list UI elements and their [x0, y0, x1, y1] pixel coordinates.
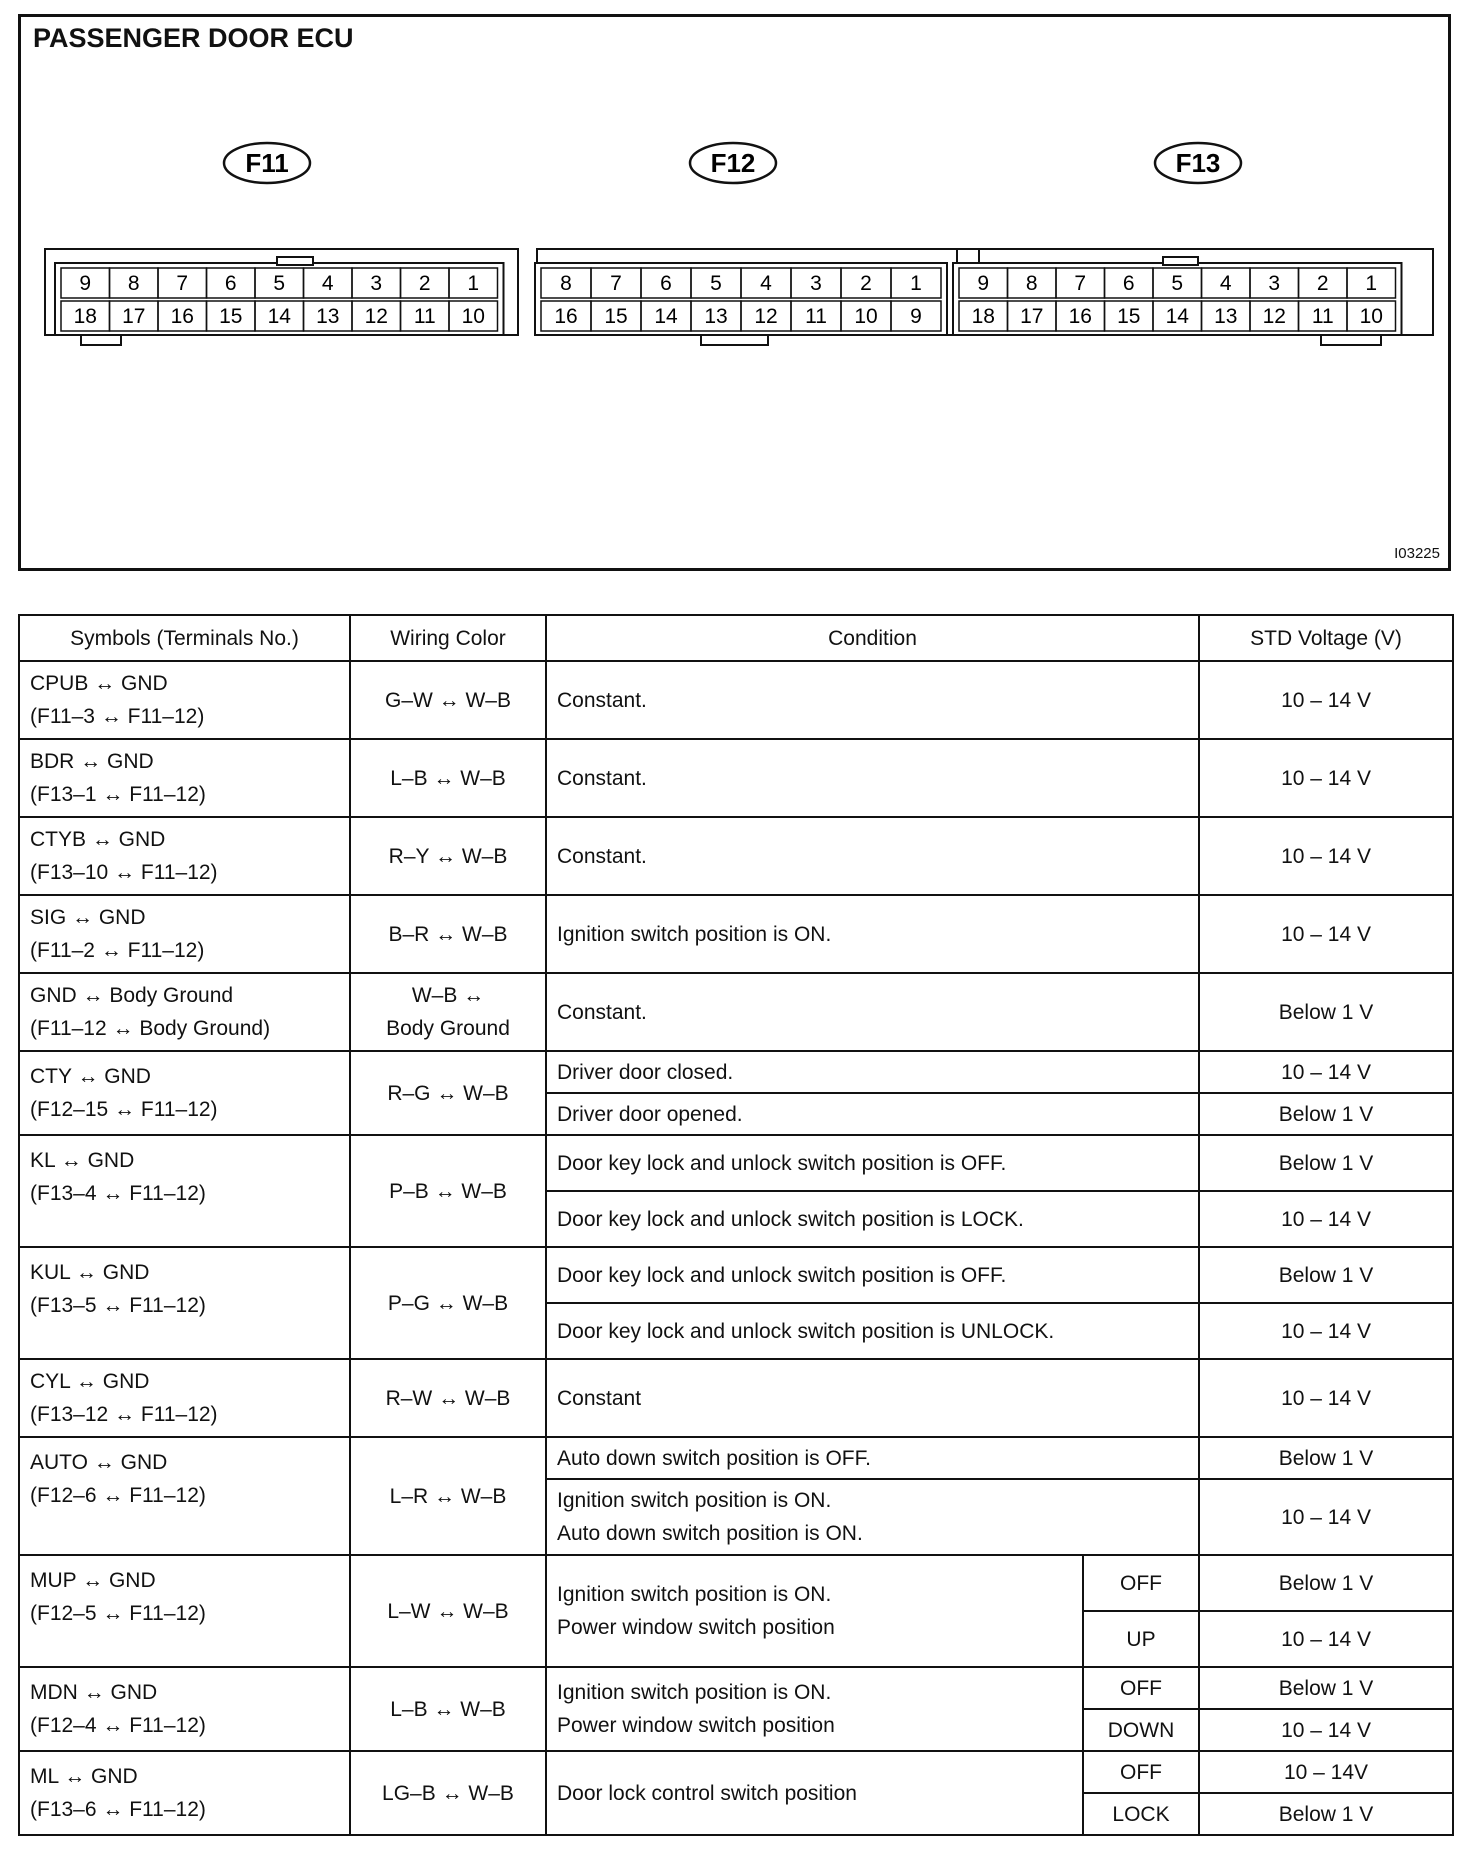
table-row	[19, 1751, 1453, 1793]
condition-cell: Constant	[546, 1359, 1199, 1437]
pin-number: 8	[560, 272, 572, 295]
pin-number: 5	[710, 272, 722, 295]
connector-diagram	[18, 14, 1451, 571]
connector-drawing	[21, 17, 1448, 568]
symbol-cell: MUP ↔ GND (F12–5 ↔ F11–12)	[19, 1555, 350, 1667]
pin-number: 6	[660, 272, 672, 295]
pin-number: 8	[1025, 272, 1038, 295]
pin-number: 15	[604, 305, 628, 328]
connector-f11	[45, 143, 518, 345]
table-row	[19, 1359, 1453, 1437]
voltage-cell: Below 1 V	[1199, 1555, 1453, 1611]
switch-position-cell: DOWN	[1083, 1709, 1199, 1751]
header-condition: Condition	[546, 615, 1199, 661]
voltage-cell: Below 1 V	[1199, 1135, 1453, 1191]
connector-lock-tab	[1163, 257, 1198, 265]
condition-cell: Door key lock and unlock switch position is OFF.	[546, 1247, 1199, 1303]
symbol-cell: ML ↔ GND (F13–6 ↔ F11–12)	[19, 1751, 350, 1835]
wiring-color-cell: P–B ↔ W–B	[350, 1135, 546, 1247]
wiring-color-cell: B–R ↔ W–B	[350, 895, 546, 973]
pin-number: 11	[413, 305, 436, 328]
switch-position-cell: OFF	[1083, 1751, 1199, 1793]
condition-cell: Driver door closed.	[546, 1051, 1199, 1093]
pin-number: 13	[704, 305, 728, 328]
pin-number: 8	[127, 272, 140, 295]
pin-number: 18	[971, 305, 995, 328]
connector-label: F11	[245, 148, 289, 178]
symbol-cell: KL ↔ GND (F13–4 ↔ F11–12)	[19, 1135, 350, 1247]
voltage-cell: 10 – 14 V	[1199, 817, 1453, 895]
condition-cell: Auto down switch position is OFF.	[546, 1437, 1199, 1479]
voltage-cell: Below 1 V	[1199, 1437, 1453, 1479]
pin-number: 10	[854, 305, 878, 328]
connector-f13	[953, 143, 1433, 345]
voltage-cell: Below 1 V	[1199, 1667, 1453, 1709]
pin-number: 1	[1365, 272, 1378, 295]
header-wiring-color: Wiring Color	[350, 615, 546, 661]
wiring-color-cell: LG–B ↔ W–B	[350, 1751, 546, 1835]
pin-number: 12	[754, 305, 778, 328]
wiring-color-cell: L–B ↔ W–B	[350, 1667, 546, 1751]
pin-number: 15	[1117, 305, 1141, 328]
pin-number: 16	[170, 305, 194, 328]
header-std-voltage: STD Voltage (V)	[1199, 615, 1453, 661]
connector-f12	[535, 143, 979, 345]
pin-number: 10	[461, 305, 485, 328]
pin-number: 7	[1074, 272, 1087, 295]
pin-number: 9	[910, 305, 922, 328]
wiring-color-cell: L–B ↔ W–B	[350, 739, 546, 817]
pin-number: 15	[219, 305, 243, 328]
voltage-cell: Below 1 V	[1199, 973, 1453, 1051]
connector-key	[701, 335, 768, 345]
voltage-cell: 10 – 14 V	[1199, 895, 1453, 973]
pin-number: 4	[321, 272, 334, 295]
pin-number: 4	[1219, 272, 1232, 295]
condition-cell: Constant.	[546, 973, 1199, 1051]
voltage-cell: Below 1 V	[1199, 1793, 1453, 1835]
condition-cell: Door key lock and unlock switch position is OFF.	[546, 1135, 1199, 1191]
table-row	[19, 661, 1453, 739]
voltage-cell: 10 – 14 V	[1199, 1051, 1453, 1093]
figure-id: I03225	[1394, 545, 1440, 562]
condition-cell: Ignition switch position is ON.	[546, 895, 1199, 973]
table-row	[19, 1437, 1453, 1479]
voltage-cell: 10 – 14 V	[1199, 661, 1453, 739]
wiring-color-cell: R–G ↔ W–B	[350, 1051, 546, 1135]
voltage-cell: 10 – 14 V	[1199, 1359, 1453, 1437]
pin-number: 2	[418, 272, 431, 295]
pin-number: 18	[73, 305, 97, 328]
wiring-color-cell: P–G ↔ W–B	[350, 1247, 546, 1359]
pin-number: 12	[364, 305, 388, 328]
pin-number: 7	[610, 272, 622, 295]
symbol-cell: MDN ↔ GND (F12–4 ↔ F11–12)	[19, 1667, 350, 1751]
table-row	[19, 739, 1453, 817]
condition-cell: Constant.	[546, 817, 1199, 895]
table-row	[19, 1555, 1453, 1611]
pin-number: 17	[122, 305, 146, 328]
voltage-cell: 10 – 14 V	[1199, 1303, 1453, 1359]
symbol-cell: KUL ↔ GND (F13–5 ↔ F11–12)	[19, 1247, 350, 1359]
pin-number: 13	[316, 305, 340, 328]
switch-position-cell: LOCK	[1083, 1793, 1199, 1835]
wiring-color-cell: W–B ↔ Body Ground	[350, 973, 546, 1051]
connector-lock-tab	[277, 257, 313, 265]
table-row	[19, 895, 1453, 973]
symbol-cell: CTY ↔ GND (F12–15 ↔ F11–12)	[19, 1051, 350, 1135]
connector-key	[1321, 335, 1381, 345]
table-row	[19, 973, 1453, 1051]
pin-number: 14	[1165, 305, 1189, 328]
table-row	[19, 817, 1453, 895]
pin-number: 1	[467, 272, 480, 295]
condition-cell: Constant.	[546, 661, 1199, 739]
voltage-cell: 10 – 14V	[1199, 1751, 1453, 1793]
pin-number: 3	[810, 272, 822, 295]
symbol-cell: CYL ↔ GND (F13–12 ↔ F11–12)	[19, 1359, 350, 1437]
table-row	[19, 1051, 1453, 1093]
pin-number: 11	[1311, 305, 1334, 328]
pin-number: 9	[977, 272, 990, 295]
pin-number: 13	[1214, 305, 1238, 328]
condition-cell: Door key lock and unlock switch position is UNLOCK.	[546, 1303, 1199, 1359]
pin-number: 11	[805, 305, 827, 328]
voltage-cell: 10 – 14 V	[1199, 1479, 1453, 1555]
switch-position-cell: OFF	[1083, 1555, 1199, 1611]
voltage-cell: 10 – 14 V	[1199, 739, 1453, 817]
condition-cell: Driver door opened.	[546, 1093, 1199, 1135]
switch-position-cell: OFF	[1083, 1667, 1199, 1709]
table-header-row	[19, 615, 1453, 661]
condition-cell: Door key lock and unlock switch position is LOCK.	[546, 1191, 1199, 1247]
voltage-cell: 10 – 14 V	[1199, 1611, 1453, 1667]
pin-number: 5	[1171, 272, 1184, 295]
pin-number: 17	[1020, 305, 1044, 328]
symbol-cell: AUTO ↔ GND (F12–6 ↔ F11–12)	[19, 1437, 350, 1555]
condition-cell: Constant.	[546, 739, 1199, 817]
connector-key	[81, 335, 121, 345]
condition-cell: Ignition switch position is ON. Auto down switch position is ON.	[546, 1479, 1199, 1555]
wiring-color-cell: G–W ↔ W–B	[350, 661, 546, 739]
pin-number: 2	[860, 272, 872, 295]
table-row	[19, 1667, 1453, 1709]
pin-number: 14	[654, 305, 678, 328]
pin-number: 6	[1122, 272, 1135, 295]
pin-number: 7	[176, 272, 189, 295]
pin-number: 16	[1068, 305, 1092, 328]
symbol-cell: SIG ↔ GND (F11–2 ↔ F11–12)	[19, 895, 350, 973]
pin-number: 10	[1359, 305, 1383, 328]
table-row	[19, 1135, 1453, 1191]
connector-label: F13	[1175, 148, 1221, 178]
wiring-color-cell: R–W ↔ W–B	[350, 1359, 546, 1437]
connector-label: F12	[710, 148, 756, 178]
pin-number: 5	[273, 272, 286, 295]
wiring-color-cell: L–W ↔ W–B	[350, 1555, 546, 1667]
voltage-cell: Below 1 V	[1199, 1093, 1453, 1135]
diagram-title: PASSENGER DOOR ECU	[33, 23, 354, 53]
header-symbols: Symbols (Terminals No.)	[19, 615, 350, 661]
terminal-spec-table	[18, 614, 1454, 1836]
voltage-cell: Below 1 V	[1199, 1247, 1453, 1303]
condition-cell: Ignition switch position is ON. Power window switch position	[546, 1667, 1083, 1751]
wiring-color-cell: R–Y ↔ W–B	[350, 817, 546, 895]
pin-number: 9	[79, 272, 92, 295]
pin-number: 1	[910, 272, 922, 295]
pin-number: 4	[760, 272, 772, 295]
voltage-cell: 10 – 14 V	[1199, 1709, 1453, 1751]
table-row	[19, 1247, 1453, 1303]
symbol-cell: CTYB ↔ GND (F13–10 ↔ F11–12)	[19, 817, 350, 895]
pin-number: 2	[1316, 272, 1329, 295]
symbol-cell: GND ↔ Body Ground (F11–12 ↔ Body Ground)	[19, 973, 350, 1051]
symbol-cell: CPUB ↔ GND (F11–3 ↔ F11–12)	[19, 661, 350, 739]
pin-number: 6	[224, 272, 237, 295]
condition-cell: Door lock control switch position	[546, 1751, 1083, 1835]
pin-number: 3	[370, 272, 383, 295]
voltage-cell: 10 – 14 V	[1199, 1191, 1453, 1247]
condition-cell: Ignition switch position is ON. Power window switch position	[546, 1555, 1083, 1667]
pin-number: 3	[1268, 272, 1281, 295]
symbol-cell: BDR ↔ GND (F13–1 ↔ F11–12)	[19, 739, 350, 817]
switch-position-cell: UP	[1083, 1611, 1199, 1667]
pin-number: 14	[267, 305, 291, 328]
pin-number: 12	[1262, 305, 1286, 328]
wiring-color-cell: L–R ↔ W–B	[350, 1437, 546, 1555]
pin-number: 16	[554, 305, 578, 328]
